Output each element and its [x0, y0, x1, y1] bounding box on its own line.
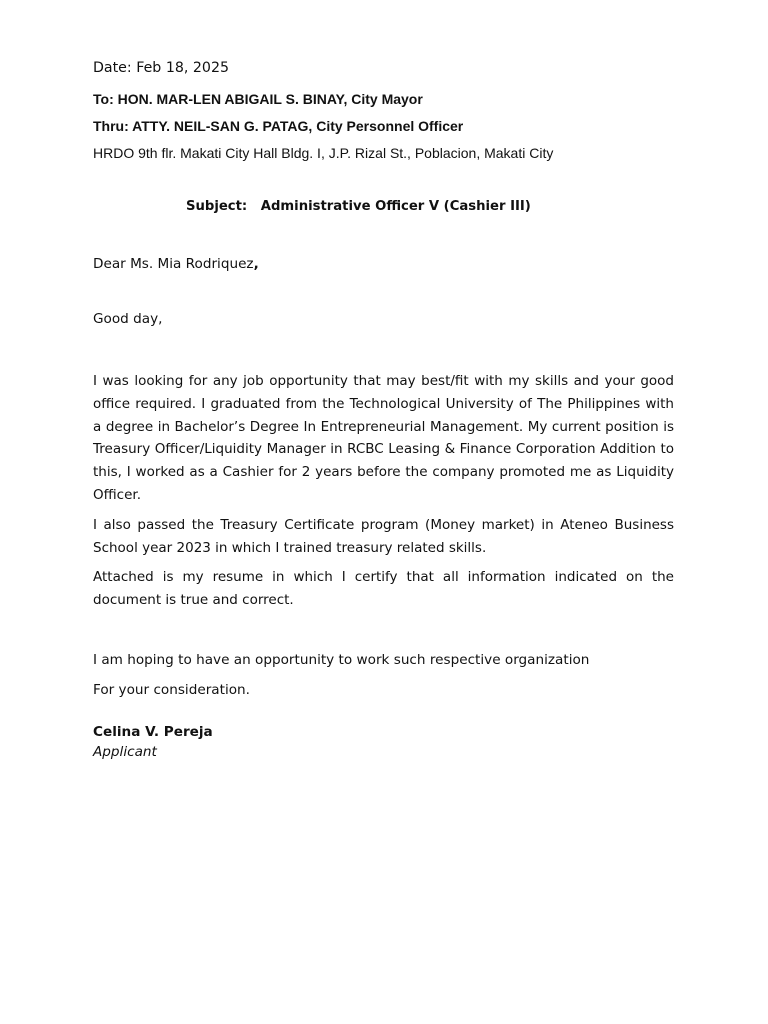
thru-prefix: Thru:: [93, 118, 129, 134]
subject-line: [186, 199, 531, 214]
signature-title: Applicant: [93, 744, 157, 760]
closing-line: For your consideration.: [93, 682, 250, 698]
salutation: [93, 256, 259, 272]
recipient-to: [93, 91, 423, 107]
recipient-thru: [93, 118, 463, 134]
body-paragraph-2: I also passed the Treasury Certificate program (Money market) in Ateneo Business School year 2023 in which I trained treasury related skills.: [93, 517, 674, 556]
to-prefix: To:: [93, 91, 114, 107]
subject-text: Administrative Officer V (Cashier III): [260, 199, 531, 214]
hope-statement: I am hoping to have an opportunity to work such respective organization: [93, 652, 590, 668]
body-paragraph-3: Attached is my resume in which I certify that all information indicated on the document is true and correct.: [93, 569, 674, 608]
signature-name: Celina V. Pereja: [93, 724, 213, 740]
greeting: Good day,: [93, 311, 163, 327]
body-paragraph-1: I was looking for any job opportunity that may best/fit with my skills and your good office required. I graduated from the Technological University of The Philippines with a degree in Bachelor’s Degree In Entrepreneurial Management. My current position is Treasury Officer/Liquidity Manager in RCBC Leasing & Finance Corporation Addition to this, I worked as a Cashier for 2 years before the company promoted me as Liquidity Officer.: [93, 373, 674, 503]
letter-date: Date: Feb 18, 2025: [93, 60, 230, 76]
salutation-text: Dear Ms. Mia Rodriquez: [93, 256, 254, 272]
salutation-comma: ,: [253, 256, 259, 272]
to-recipient: HON. MAR-LEN ABIGAIL S. BINAY, City Mayor: [117, 91, 423, 107]
thru-recipient: ATTY. NEIL-SAN G. PATAG, City Personnel Officer: [132, 118, 464, 134]
recipient-address: HRDO 9th flr. Makati City Hall Bldg. I, J.P. Rizal St., Poblacion, Makati City: [93, 145, 554, 161]
subject-label: Subject:: [186, 199, 248, 214]
